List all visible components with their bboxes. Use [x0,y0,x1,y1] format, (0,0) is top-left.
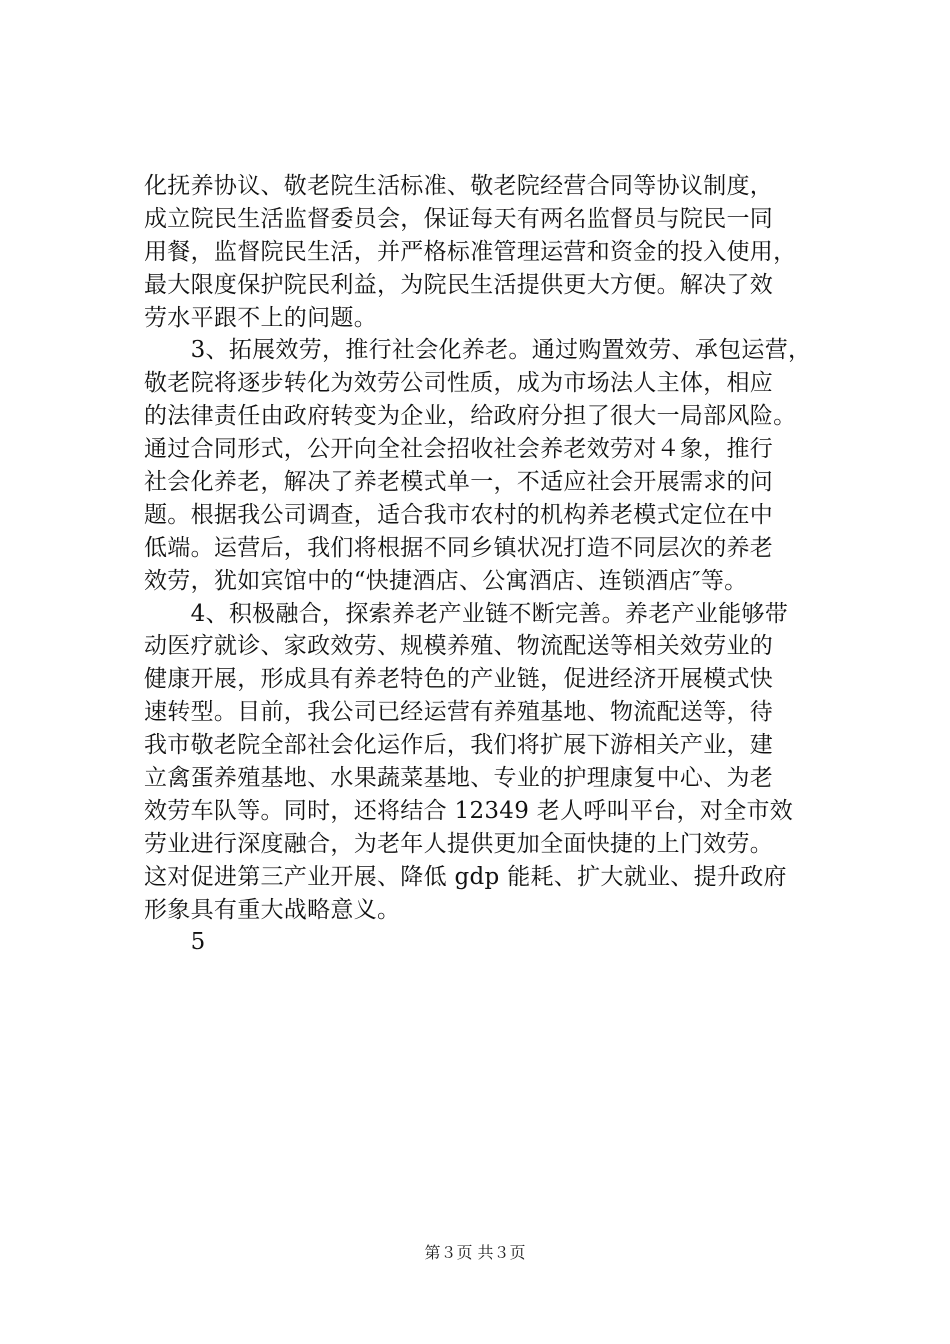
page-footer: 第３页 共３页 [424,1243,526,1262]
text-line: 通过合同形式，公开向全社会招收社会养老效劳对４象，推行 [144,436,774,463]
text-line: 我市敬老院全部社会化运作后，我们将扩展下游相关产业，建 [144,732,774,759]
text-line: 速转型。目前，我公司已经运营有养殖基地、物流配送等，待 [144,699,774,726]
text-line: 题。根据我公司调查，适合我市农村的机构养老模式定位在中 [144,501,774,528]
text-line: 低端。运营后，我们将根据不同乡镇状况打造不同层次的养老 [144,534,774,561]
text-line: 这对促进第三产业开展、降低 gdp 能耗、扩大就业、提升政府 [144,863,787,890]
text-line: 效劳，犹如宾馆中的“快捷酒店、公寓酒店、连锁酒店″等。 [144,567,748,594]
text-line: 化抚养协议、敬老院生活标准、敬老院经营合同等协议制度， [144,173,774,199]
text-line: 敬老院将逐步转化为效劳公司性质，成为市场法人主体，相应 [144,370,774,397]
text-line: 劳水平跟不上的问题。 [144,304,377,331]
text-line: 形象具有重大战略意义。 [144,896,401,923]
text-line: 4、积极融合，探索养老产业链不断完善。养老产业能够带 [144,600,789,627]
text-line: 社会化养老，解决了养老模式单一，不适应社会开展需求的问 [144,469,774,496]
text-line: 成立院民生活监督委员会，保证每天有两名监督员与院民一同 [144,205,774,232]
text-line: 劳业进行深度融合，为老年人提供更加全面快捷的上门效劳。 [144,830,774,857]
text-line: 用餐，监督院民生活，并严格标准管理运营和资金的投入使用， [144,238,797,265]
body-text [144,170,844,959]
text-line: 的法律责任由政府转变为企业，给政府分担了很大一局部风险。 [144,403,797,430]
text-line: 健康开展，形成具有养老特色的产业链，促进经济开展模式快 [144,666,774,693]
text-line: 效劳车队等。同时，还将结合 12349 老人呼叫平台，对全市效 [144,797,794,824]
text-line: 最大限度保护院民利益，为院民生活提供更大方便。解决了效 [144,271,774,298]
text-line: 3、拓展效劳，推行社会化养老。通过购置效劳、承包运营， [144,337,812,364]
text-line: 立禽蛋养殖基地、水果蔬菜基地、专业的护理康复中心、为老 [144,765,774,792]
text-line: 动医疗就诊、家政效劳、规模养殖、物流配送等相关效劳业的 [144,633,774,660]
text-line: 5 [144,929,206,956]
